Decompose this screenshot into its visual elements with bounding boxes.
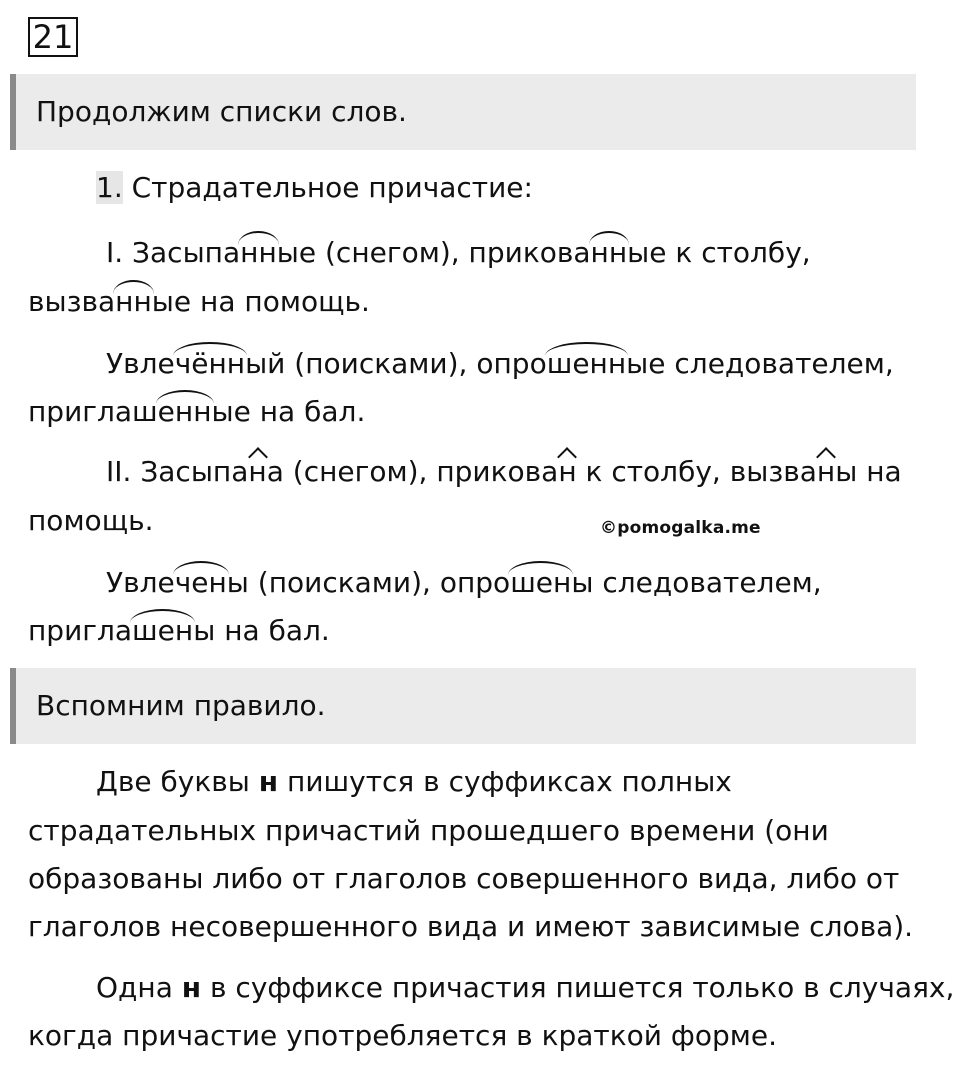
text-segment: ые следователем, xyxy=(626,347,894,380)
example-line xyxy=(106,235,811,271)
section-heading-band xyxy=(10,668,916,744)
example-line xyxy=(28,394,365,430)
text-segment: Увле xyxy=(106,566,175,599)
example-line xyxy=(28,503,153,539)
letter-n: н xyxy=(258,765,279,798)
text-segment: ы на xyxy=(835,455,902,488)
watermark: ©pomogalka.me xyxy=(600,518,761,538)
text-segment: Увле xyxy=(106,347,175,380)
text-segment: ы следователем, xyxy=(571,566,822,599)
section-heading-band xyxy=(10,74,916,150)
text-segment: Две буквы xyxy=(96,765,259,798)
text-segment: ые (снегом), прикова xyxy=(276,236,591,269)
suffix-arc: нн xyxy=(240,236,277,269)
text-segment: помощь. xyxy=(28,504,154,537)
suffix-caret: н xyxy=(248,455,267,488)
example-line xyxy=(28,613,330,649)
example-line xyxy=(106,346,894,382)
text-segment: ый (поисками), опро xyxy=(245,347,547,380)
rule-line: когда причастие употребляется в краткой форме. xyxy=(28,1019,777,1052)
text-segment: пригла xyxy=(28,614,133,647)
text-segment: вызва xyxy=(28,285,116,318)
rule-line xyxy=(96,970,954,1006)
text-segment: ы (поисками), опро xyxy=(226,566,511,599)
rule-line: глаголов несовершенного вида и имеют зависимые слова). xyxy=(28,910,914,943)
example-line xyxy=(106,454,902,490)
text-segment: II. Засыпа xyxy=(106,455,249,488)
text-segment: ые к столбу, xyxy=(627,236,811,269)
rule-line xyxy=(96,764,732,800)
suffix-arc: шен xyxy=(132,614,194,647)
task-number: 21 xyxy=(28,17,78,57)
rule-line: страдательных причастий прошедшего времени (они xyxy=(28,814,829,847)
item-title xyxy=(96,170,533,206)
text-segment: ые на бал. xyxy=(211,395,366,428)
suffix-arc: чённ xyxy=(174,347,246,380)
item-number: 1. xyxy=(96,171,123,204)
suffix-caret: н xyxy=(816,455,836,488)
suffix-arc: енн xyxy=(157,395,212,428)
item-title-text: Страдательное причастие: xyxy=(122,171,533,204)
suffix-arc: чен xyxy=(174,566,227,599)
example-line xyxy=(106,565,822,601)
suffix-arc: нн xyxy=(590,236,628,269)
text-segment: ые на помощь. xyxy=(151,285,370,318)
text-segment: в суффиксе причастия пишется только в случаях, xyxy=(201,971,955,1004)
text-segment: а (снегом), прикова xyxy=(266,455,559,488)
text-segment: I. Засыпа xyxy=(106,236,241,269)
text-segment: ы на бал. xyxy=(193,614,330,647)
suffix-arc: нн xyxy=(115,285,152,318)
example-line xyxy=(28,284,370,320)
text-segment: пишутся в суффиксах полных xyxy=(278,765,732,798)
letter-n: н xyxy=(181,971,202,1004)
suffix-arc: шен xyxy=(510,566,572,599)
rule-line: образованы либо от глаголов совершенного вида, либо от xyxy=(28,862,900,895)
text-segment: Одна xyxy=(96,971,182,1004)
text-segment: приглаш xyxy=(28,395,158,428)
section-heading: Вспомним правило. xyxy=(36,689,326,722)
section-heading: Продолжим списки слов. xyxy=(36,95,407,128)
text-segment: к столбу, вызва xyxy=(576,455,817,488)
suffix-arc: шенн xyxy=(546,347,627,380)
suffix-caret: н xyxy=(558,455,577,488)
